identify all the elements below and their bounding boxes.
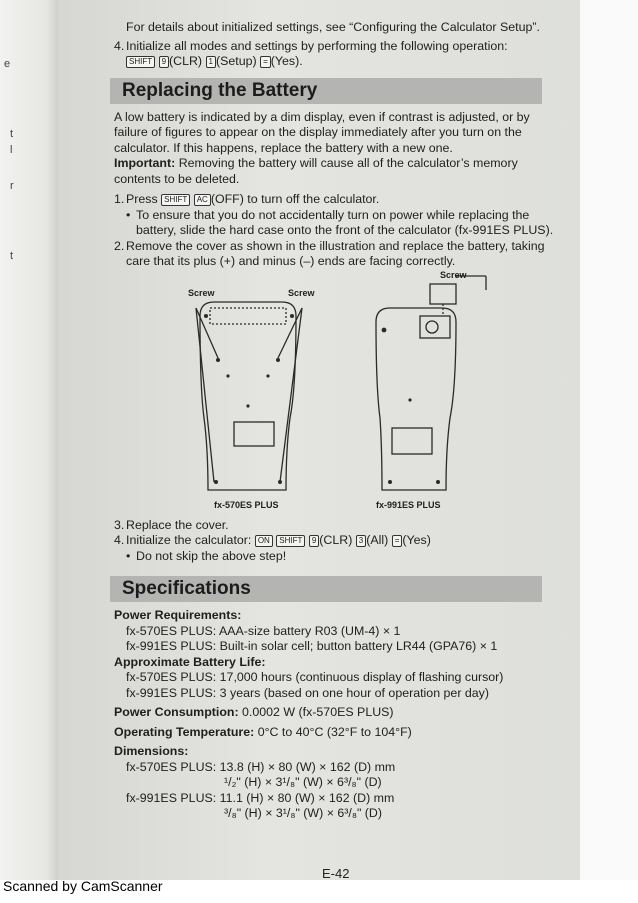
step-number: 1. xyxy=(114,192,125,206)
important-text: Removing the battery will cause all of the calculator’s memory contents to be deleted. xyxy=(114,156,518,186)
battery-step-4-bullet xyxy=(114,549,554,565)
edge-mark: r xyxy=(10,180,14,192)
spec-value: 0.0002 W (fx-570ES PLUS) xyxy=(242,705,394,719)
power-consumption xyxy=(114,705,554,721)
dimensions-label: Dimensions: xyxy=(114,744,189,758)
nine-key-icon: 9 xyxy=(309,535,319,547)
step-text: Initialize the calculator: xyxy=(126,533,252,547)
power-991: fx-991ES PLUS: Built-in solar cell; button battery LR44 (GPA76) × 1 xyxy=(126,639,498,653)
three-key-icon: 3 xyxy=(356,535,366,547)
on-key-icon: ON xyxy=(255,535,273,547)
shift-key-icon: SHIFT xyxy=(276,535,305,547)
battery-intro: A low battery is indicated by a dim display, even if contrast is adjusted, or by failure of figures to appear on the display immediately after you turn on the calculator. If this happens, replace the battery with a new one. xyxy=(114,109,530,155)
step-number: 4. xyxy=(114,38,125,53)
equals-key-icon: = xyxy=(392,535,403,547)
battery-step-1-bullet xyxy=(114,208,554,239)
step-number: 2. xyxy=(114,238,125,253)
document-page xyxy=(58,0,580,880)
section-header-specifications xyxy=(110,576,542,602)
battery-step-1 xyxy=(114,192,554,208)
section-header-battery xyxy=(110,78,542,104)
page-number: E-42 xyxy=(322,866,350,880)
screw-label: Screw xyxy=(440,269,467,280)
dims-991-in: ³/₈" (H) × 3¹/₈" (W) × 6³/₈" (D) xyxy=(224,806,383,820)
screw-label: Screw xyxy=(288,287,315,298)
step-text: Remove the cover as shown in the illustration and replace the battery, taking care that its plus (+) and minus (–) ends are facing correctly. xyxy=(126,238,545,268)
power-570: fx-570ES PLUS: AAA-size battery R03 (UM-4) × 1 xyxy=(126,623,401,638)
bullet-icon: • xyxy=(126,548,131,563)
dims-570-in: ¹/₂" (H) × 3¹/₈" (W) × 6³/₈" (D) xyxy=(224,775,382,789)
op-text: (CLR) xyxy=(319,533,353,547)
step-text: Replace the cover. xyxy=(126,517,229,532)
bullet-text: To ensure that you do not accidentally turn on power while replacing the battery, slide the hard case onto the front of the calculator (fx-991ES PLUS). xyxy=(136,207,554,237)
step-number: 3. xyxy=(114,517,125,532)
spec-label: Operating Temperature: xyxy=(114,724,255,739)
dims-570-mm: fx-570ES PLUS: 13.8 (H) × 80 (W) × 162 (D) mm xyxy=(126,759,396,774)
life-991: fx-991ES PLUS: 3 years (based on one hour of operation per day) xyxy=(126,685,489,700)
setup-reference: For details about initialized settings, see “Configuring the Calculator Setup”. xyxy=(126,20,540,34)
calculator-991-drawing xyxy=(376,276,486,490)
dims-991-mm: fx-991ES PLUS: 11.1 (H) × 80 (W) × 162 (D) mm xyxy=(126,790,395,805)
battery-life-label: Approximate Battery Life: xyxy=(114,654,266,669)
model-caption: fx-570ES PLUS xyxy=(214,499,279,510)
one-key-icon: 1 xyxy=(206,56,216,68)
edge-mark: l xyxy=(10,144,13,156)
calculator-570-drawing xyxy=(196,302,302,490)
spec-label: Power Consumption: xyxy=(114,705,239,719)
shift-key-icon: SHIFT xyxy=(161,194,190,206)
step-text: Press xyxy=(126,192,158,206)
page-content xyxy=(114,20,554,822)
right-margin xyxy=(580,0,638,880)
step-number: 4. xyxy=(114,533,125,547)
scanner-watermark: Scanned by CamScanner xyxy=(3,878,163,894)
model-caption: fx-991ES PLUS xyxy=(376,499,441,510)
op-text: (Yes). xyxy=(270,54,303,68)
section-title: Replacing the Battery xyxy=(122,79,318,101)
op-text: (All) xyxy=(366,533,389,547)
equals-key-icon: = xyxy=(260,56,271,68)
calculators-diagram xyxy=(114,268,554,518)
section-title: Specifications xyxy=(122,578,251,599)
important-note xyxy=(114,156,554,187)
battery-illustration xyxy=(114,268,554,518)
op-text: (CLR) xyxy=(169,54,203,68)
operating-temperature xyxy=(114,725,554,741)
ac-key-icon: AC xyxy=(194,194,211,206)
op-text: (Setup) xyxy=(215,54,257,68)
screw-label: Screw xyxy=(188,287,215,298)
bullet-icon: • xyxy=(126,207,131,222)
spec-value: 0°C to 40°C (32°F to 104°F) xyxy=(257,724,412,739)
op-text: (Yes) xyxy=(402,533,431,547)
bullet-text: Do not skip the above step! xyxy=(136,548,287,563)
power-requirements-label: Power Requirements: xyxy=(114,608,242,622)
edge-mark: t xyxy=(10,250,14,262)
step-text: Initialize all modes and settings by performing the following operation: xyxy=(126,38,508,53)
battery-step-4 xyxy=(114,533,554,549)
battery-step-2 xyxy=(114,239,554,270)
edge-mark: e xyxy=(4,58,11,70)
battery-step-3 xyxy=(114,518,554,534)
left-page-edge xyxy=(0,0,58,880)
step-initialize-modes xyxy=(114,39,554,70)
step-text: (OFF) to turn off the calculator. xyxy=(210,192,380,206)
important-label: Important: xyxy=(114,156,176,170)
life-570: fx-570ES PLUS: 17,000 hours (continuous display of flashing cursor) xyxy=(126,670,504,684)
nine-key-icon: 9 xyxy=(159,56,169,68)
shift-key-icon: SHIFT xyxy=(126,56,155,68)
edge-mark: t xyxy=(10,128,14,140)
